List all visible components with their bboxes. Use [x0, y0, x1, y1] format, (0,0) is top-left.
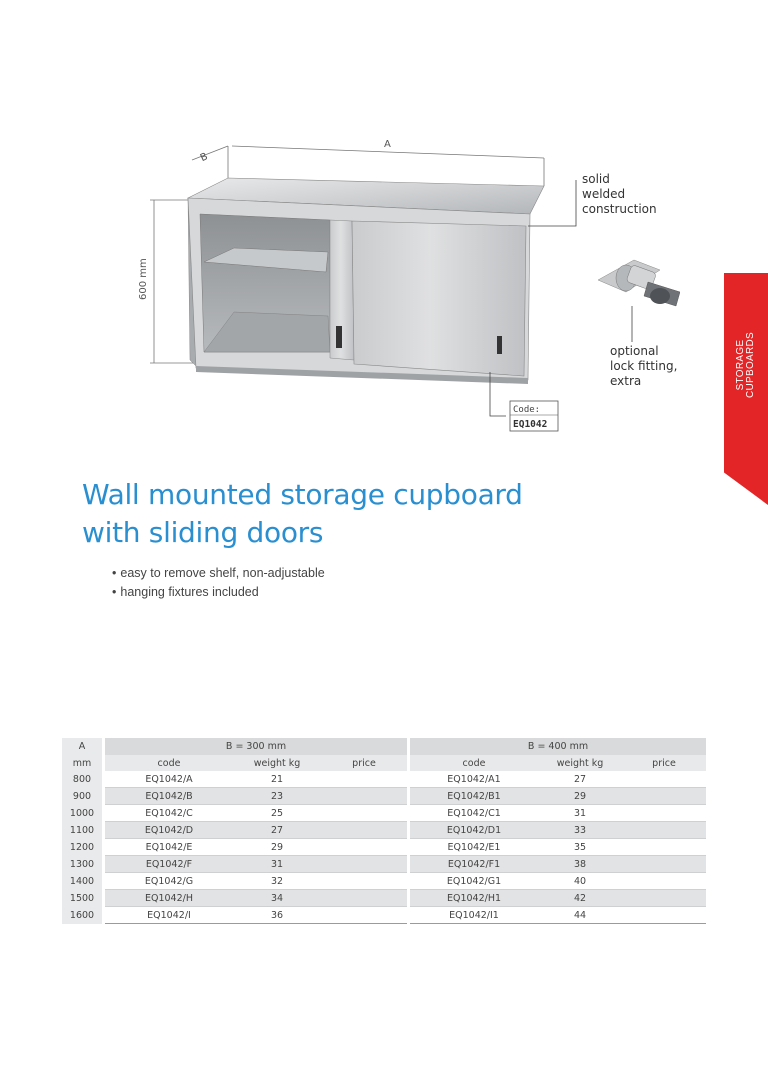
price-cell: [321, 805, 407, 822]
code-cell: EQ1042/E1: [410, 839, 538, 856]
code-cell: EQ1042/A1: [410, 771, 538, 788]
column-header: code: [105, 755, 233, 771]
weight-cell: 34: [233, 890, 321, 907]
weight-cell: 36: [233, 907, 321, 924]
lock-fitting-image: [598, 260, 680, 306]
price-cell: [321, 907, 407, 924]
feature-item: • easy to remove shelf, non-adjustable: [112, 564, 325, 583]
section-tab-label: STORAGE CUPBOARDS: [735, 331, 757, 399]
code-cell: EQ1042/F: [105, 856, 233, 873]
feature-item: • hanging fixtures included: [112, 583, 325, 602]
a-value: 1600: [62, 907, 102, 924]
a-value: 900: [62, 788, 102, 805]
price-cell: [622, 873, 706, 890]
group-header-300: B = 300 mm: [105, 738, 407, 755]
product-title: [82, 476, 602, 552]
a-unit: mm: [62, 755, 102, 771]
code-cell: EQ1042/A: [105, 771, 233, 788]
price-cell: [622, 788, 706, 805]
dim-a-label: A: [384, 139, 391, 150]
code-cell: EQ1042/B1: [410, 788, 538, 805]
a-value: 1200: [62, 839, 102, 856]
column-header: weight kg: [538, 755, 622, 771]
code-cell: EQ1042/H: [105, 890, 233, 907]
price-cell: [622, 890, 706, 907]
feature-list: [112, 564, 325, 602]
column-header: price: [321, 755, 407, 771]
table-row: [62, 822, 706, 839]
price-cell: [622, 805, 706, 822]
code-cell: EQ1042/C: [105, 805, 233, 822]
table-row: [62, 907, 706, 924]
column-header: weight kg: [233, 755, 321, 771]
weight-cell: 29: [233, 839, 321, 856]
weight-cell: 42: [538, 890, 622, 907]
price-cell: [321, 771, 407, 788]
code-cell: EQ1042/F1: [410, 856, 538, 873]
weight-cell: 40: [538, 873, 622, 890]
weight-cell: 31: [233, 856, 321, 873]
price-cell: [622, 822, 706, 839]
price-cell: [622, 839, 706, 856]
dim-height-label: 600 mm: [138, 258, 149, 300]
weight-cell: 23: [233, 788, 321, 805]
column-header: price: [622, 755, 706, 771]
table-row: [62, 856, 706, 873]
door-handle: [497, 336, 502, 354]
callout-lock: optional lock fitting, extra: [610, 344, 678, 388]
code-cell: EQ1042/I1: [410, 907, 538, 924]
price-cell: [622, 856, 706, 873]
table-row: [62, 788, 706, 805]
code-cell: EQ1042/I: [105, 907, 233, 924]
weight-cell: 21: [233, 771, 321, 788]
code-label: Code:: [513, 405, 541, 415]
a-value: 1000: [62, 805, 102, 822]
code-value: EQ1042: [513, 419, 548, 430]
a-value: 1500: [62, 890, 102, 907]
price-cell: [321, 822, 407, 839]
a-value: 1400: [62, 873, 102, 890]
weight-cell: 27: [233, 822, 321, 839]
title-line-1: Wall mounted storage cupboard: [82, 478, 523, 511]
spec-table: [62, 738, 706, 924]
a-header: A: [62, 738, 102, 755]
a-value: 1300: [62, 856, 102, 873]
table-row: [62, 771, 706, 788]
spec-table-body: [62, 771, 706, 924]
title-line-2: with sliding doors: [82, 516, 324, 549]
code-cell: EQ1042/D1: [410, 822, 538, 839]
code-cell: EQ1042/D: [105, 822, 233, 839]
price-cell: [321, 788, 407, 805]
dim-b-label: B: [198, 151, 210, 165]
code-cell: EQ1042/G: [105, 873, 233, 890]
weight-cell: 32: [233, 873, 321, 890]
door-handle: [336, 326, 342, 348]
price-cell: [321, 856, 407, 873]
price-cell: [622, 771, 706, 788]
price-cell: [622, 907, 706, 924]
group-header-400: B = 400 mm: [410, 738, 706, 755]
code-cell: EQ1042/E: [105, 839, 233, 856]
weight-cell: 29: [538, 788, 622, 805]
table-row: [62, 890, 706, 907]
column-header: code: [410, 755, 538, 771]
weight-cell: 35: [538, 839, 622, 856]
weight-cell: 31: [538, 805, 622, 822]
code-cell: EQ1042/B: [105, 788, 233, 805]
a-value: 1100: [62, 822, 102, 839]
price-cell: [321, 873, 407, 890]
a-value: 800: [62, 771, 102, 788]
code-cell: EQ1042/C1: [410, 805, 538, 822]
table-row: [62, 805, 706, 822]
table-row: [62, 839, 706, 856]
table-row: [62, 873, 706, 890]
code-cell: EQ1042/H1: [410, 890, 538, 907]
price-cell: [321, 839, 407, 856]
weight-cell: 44: [538, 907, 622, 924]
code-cell: EQ1042/G1: [410, 873, 538, 890]
weight-cell: 25: [233, 805, 321, 822]
callout-construction: solid welded construction: [582, 172, 657, 216]
weight-cell: 38: [538, 856, 622, 873]
weight-cell: 33: [538, 822, 622, 839]
price-cell: [321, 890, 407, 907]
weight-cell: 27: [538, 771, 622, 788]
